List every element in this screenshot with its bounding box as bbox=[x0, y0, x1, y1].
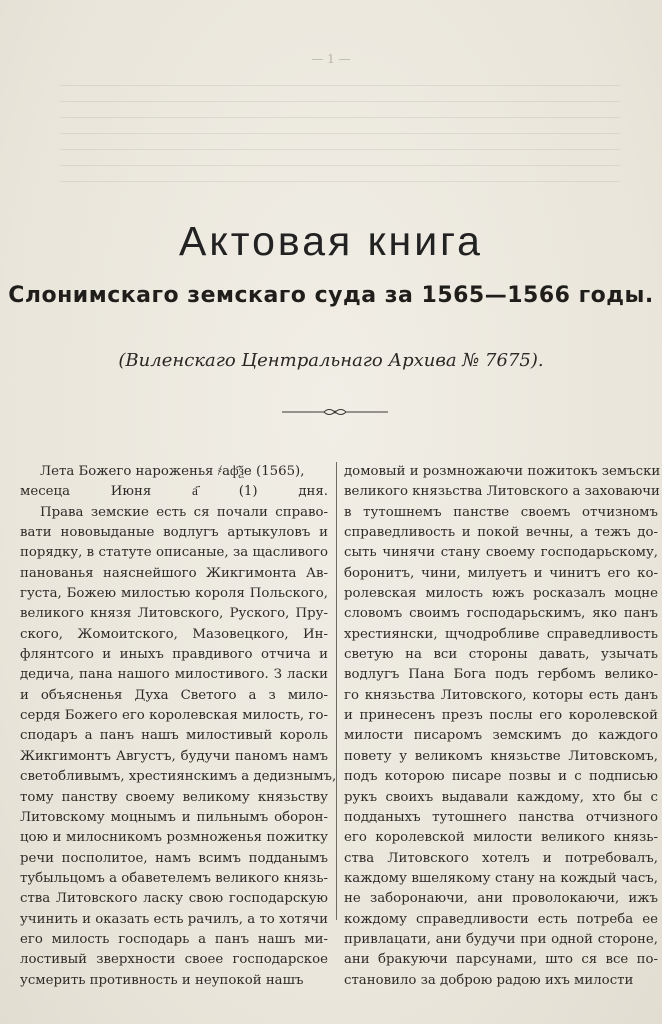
text-line: словомъ своимъ господарьскимъ, яко панъ bbox=[344, 606, 658, 622]
show-through-text bbox=[60, 85, 620, 195]
archive-reference: (Виленскаго Центральнаго Архива № 7675). bbox=[118, 350, 544, 371]
text-line: тубыльцомъ а обаветелемъ великого князь- bbox=[20, 870, 328, 886]
text-line: его милость господарь а панъ нашъ ми- bbox=[20, 931, 328, 947]
text-line: тому панству своему великому князьству bbox=[20, 789, 328, 805]
text-line: сыть чинячи стану своему господарьскому, bbox=[344, 545, 658, 561]
text-line: боронитъ, чини, милуетъ и чинитъ его ко- bbox=[344, 565, 658, 581]
right-text-column bbox=[344, 462, 661, 991]
text-line: подданыхъ тутошнего панства отчизного bbox=[344, 809, 658, 825]
text-line: привлацати, ани будучи при одной стороне, bbox=[344, 931, 658, 947]
text-line: справедливость и покой вечны, а тежъ до- bbox=[344, 525, 658, 541]
text-line: Права земские есть ся почали справо- bbox=[40, 504, 328, 520]
text-line: милости писаромъ земскимъ до каждого bbox=[344, 728, 658, 744]
text-line: и объясненья Духа Светого а з мило- bbox=[20, 687, 328, 703]
text-line: светобливымъ, хрестиянскимъ а дедизнымъ, bbox=[20, 769, 337, 785]
text-line: рукъ своихъ выдавали каждому, хто бы с bbox=[344, 789, 658, 805]
page-number: — 1 — bbox=[311, 52, 351, 66]
text-line: ства Литовского ласку свою господарскую bbox=[20, 891, 328, 907]
text-line: великого князя Литовского, Руского, Пру- bbox=[20, 606, 328, 622]
text-line: и принесенъ презъ послы его королевской bbox=[344, 708, 658, 724]
text-line: дедича, пана нашого милостивого. З ласки bbox=[20, 667, 328, 683]
text-line: кождому справедливости есть потреба ее bbox=[344, 911, 658, 927]
text-line: месеца Июня а҃ (1) дня. bbox=[20, 484, 328, 500]
text-line: великого князьства Литовского а заховаючи bbox=[344, 484, 660, 500]
text-line: сердя Божего его королевская милость, го- bbox=[20, 708, 328, 724]
text-line: сподаръ а панъ нашъ милостивый король bbox=[20, 728, 328, 744]
text-line: цою и милосникомъ розмноженья пожитку bbox=[20, 830, 328, 846]
text-line: панованья наяснейшого Жикгимонта Ав- bbox=[20, 565, 328, 581]
text-line: Жикгимонтъ Августъ, будучи паномъ намъ bbox=[20, 748, 328, 764]
text-line: в тутошнемъ панстве своемъ отчизномъ bbox=[344, 504, 658, 520]
text-line: ани бракуючи парсунами, што ся все по- bbox=[344, 952, 658, 968]
text-line: Лета Божего нароженья ҂аф҃ѯе (1565), bbox=[40, 464, 305, 479]
text-line: густа, Божею милостью короля Польского, bbox=[20, 586, 328, 602]
text-line: вати нововыданые водлугъ артыкуловъ и bbox=[20, 525, 328, 541]
text-line: повету у великомъ князьстве Литовскомъ, bbox=[344, 748, 658, 764]
text-line: каждому вшелякому стану на кождый часъ, bbox=[344, 870, 658, 886]
text-line: ского, Жомоитского, Мазовецкого, Ин- bbox=[20, 626, 328, 642]
text-line: водлугъ Пана Бога подъ гербомъ велико- bbox=[344, 667, 658, 683]
text-line: Литовскому моцнымъ и пильнымъ оборон- bbox=[20, 809, 328, 825]
ornament-divider-icon bbox=[280, 405, 390, 419]
text-line: ролевская милость южъ росказалъ моцне bbox=[344, 586, 658, 602]
left-text-column bbox=[20, 462, 337, 991]
text-line: становило за доброю радою ихъ милости bbox=[344, 972, 634, 988]
text-line: не заборонаючи, ани проволокаючи, ижъ bbox=[344, 891, 658, 907]
document-title: Актовая книга bbox=[179, 218, 483, 264]
text-line: речи посполитое, намъ всимъ подданымъ bbox=[20, 850, 328, 866]
text-line: порядку, в статуте описаные, за щасливого bbox=[20, 545, 328, 561]
text-line: ства Литовского хотелъ и потребовалъ, bbox=[344, 850, 658, 866]
text-line: лостивый зверхности своее господарское bbox=[20, 952, 328, 968]
text-line: подъ которою писаре позвы и с подписью bbox=[344, 769, 658, 785]
document-subtitle: Слонимскаго земскаго суда за 1565—1566 годы. bbox=[8, 283, 654, 308]
text-line: усмерить противность и неупокой нашъ bbox=[20, 972, 304, 988]
column-divider bbox=[336, 462, 337, 920]
text-line: домовый и розмножаючи пожитокъ земъски bbox=[344, 464, 661, 479]
text-line: его королевской милости великого князь- bbox=[344, 830, 658, 846]
text-line: хрестиянски, щчодробливе справедливость bbox=[344, 626, 658, 642]
text-line: го князьства Литовского, которы есть данъ bbox=[344, 687, 658, 703]
text-line: светую на вси стороны давать, узычать bbox=[344, 647, 658, 663]
text-line: флянтсого и иныхъ правдивого отчича и bbox=[20, 647, 328, 663]
text-line: учинить и оказать есть рачилъ, а то хотячи bbox=[20, 911, 328, 927]
